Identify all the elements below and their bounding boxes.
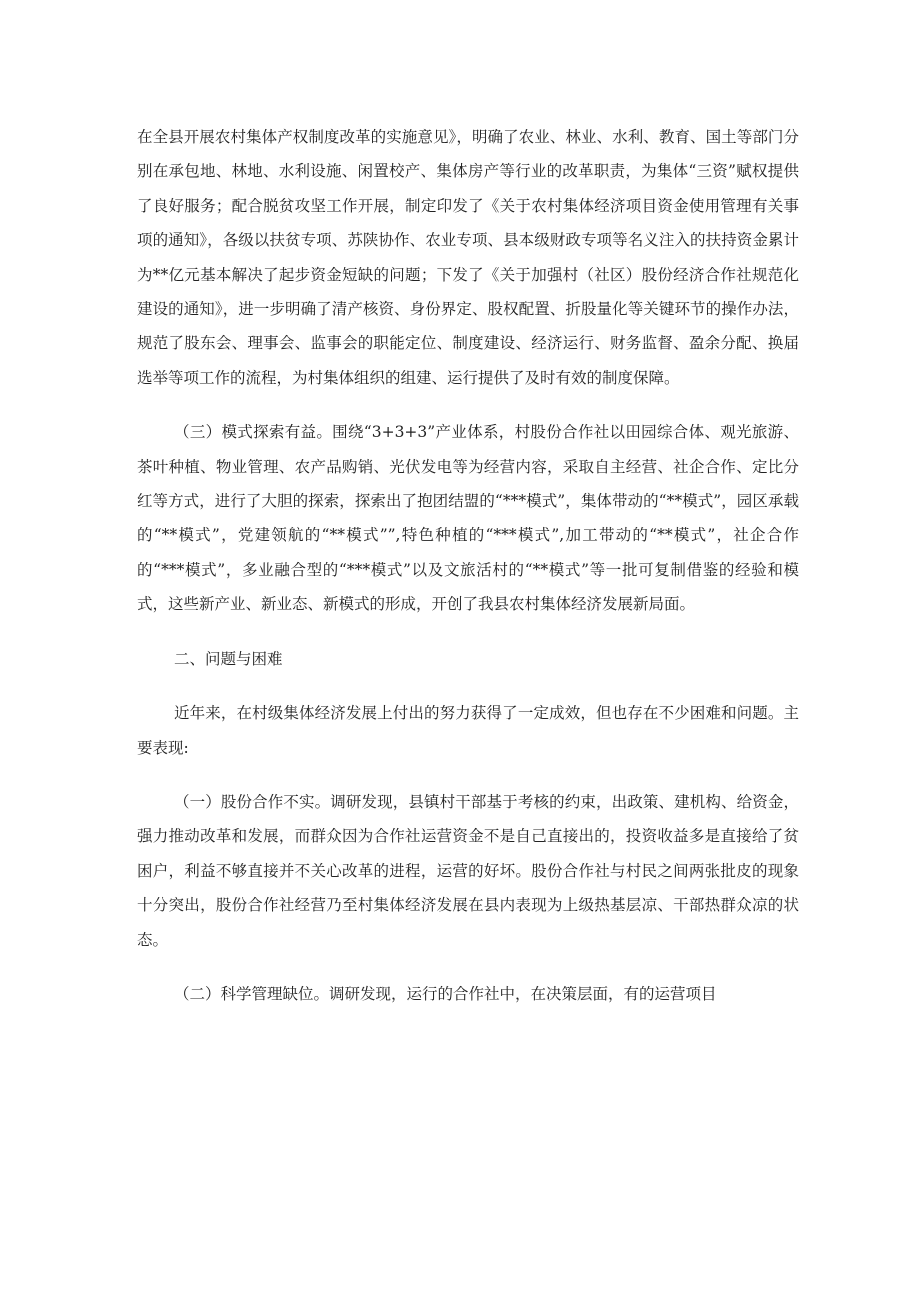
paragraph-management-gap: （二）科学管理缺位。调研发现，运行的合作社中，在决策层面，有的运营项目 <box>174 984 717 1003</box>
paragraph-share-cooperation: （一）股份合作不实。调研发现，县镇村干部基于考核的约束，出政策、建机构、给资金，强力推动改革和发展，而群众因为合作社运营资金不是自己直接出的，投资收益多是直接给了贫困户，利益不够直接并不关心改革的进程，运营的好坏。股份合作社与村民之间两张批皮的现象十分突出，股份合作社经营乃至村集体经济发展在县内表现为上级热基层凉、干部热群众凉的状态。 <box>137 792 799 949</box>
paragraph-model-exploration: （三）模式探索有益。围绕“3+3+3”产业体系，村股份合作社以田园综合体、观光旅游、茶叶种植、物业管理、农产品购销、光伏发电等为经营内容，采取自主经营、社企合作、定比分红等方式，进行了大胆的探索，探索出了抱团结盟的“***模式”，集体带动的“**模式”，园区承载的“**模式”，党建领航的“**模式””,特色种植的“***模式”,加工带动的“**模式”，社企合作的“***模式”，多业融合型的“***模式”以及文旅活村的“**模式”等一批可复制借鉴的经验和模式，这些新产业、新业态、新模式的形成，开创了我县农村集体经济发展新局面。 <box>137 423 799 614</box>
document-body <box>137 120 799 1031</box>
section-heading-problems: 二、问题与困难 <box>174 649 283 668</box>
paragraph-policy-documents: 在全县开展农村集体产权制度改革的实施意见》，明确了农业、林业、水利、教育、国土等部门分别在承包地、林地、水利设施、闲置校产、集体房产等行业的改革职责，为集体“三资”赋权提供了良好服务；配合脱贫攻坚工作开展，制定印发了《关于农村集体经济项目资金使用管理有关事项的通知》，各级以扶贫专项、苏陕协作、农业专项、县本级财政专项等名义注入的扶持资金累计为**亿元基本解决了起步资金短缺的问题；下发了《关于加强村（社区）股份经济合作社规范化建设的通知》，进一步明确了清产核资、身份界定、股权配置、折股量化等关键环节的操作办法，规范了股东会、理事会、监事会的职能定位、制度建设、经济运行、财务监督、盈余分配、换届选举等项工作的流程，为村集体组织的组建、运行提供了及时有效的制度保障。 <box>137 128 799 387</box>
paragraph-problems-intro: 近年来，在村级集体经济发展上付出的努力获得了一定成效，但也存在不少困难和问题。主要表现: <box>137 704 799 757</box>
